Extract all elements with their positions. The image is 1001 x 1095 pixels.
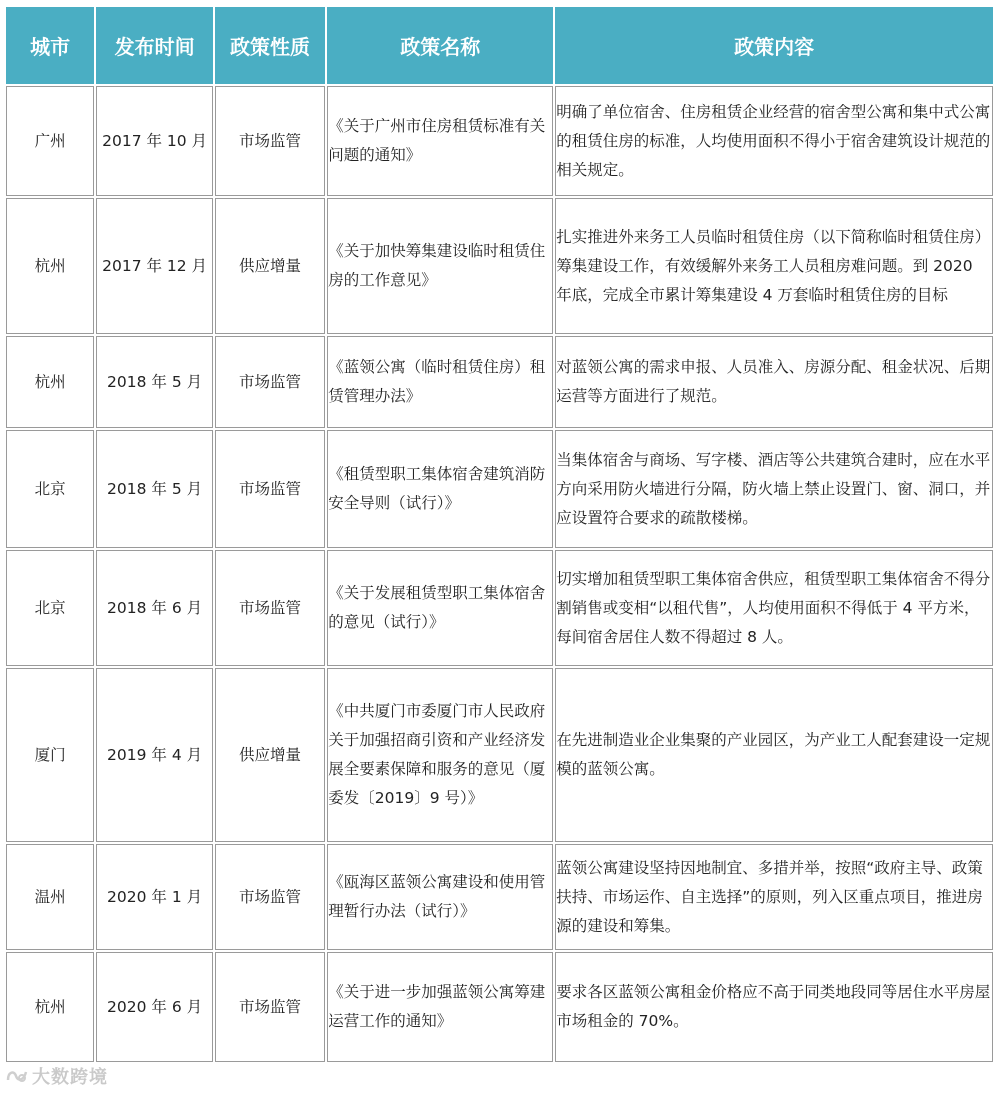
cell-date: 2017 年 12 月 xyxy=(96,198,212,334)
cell-policy-name: 《关于广州市住房租赁标准有关问题的通知》 xyxy=(327,86,553,196)
cell-type: 市场监管 xyxy=(215,86,325,196)
cell-date: 2018 年 6 月 xyxy=(96,550,212,666)
cell-policy-content: 扎实推进外来务工人员临时租赁住房（以下简称临时租赁住房）筹集建设工作，有效缓解外来务工人员租房难问题。到 2020 年底，完成全市累计筹集建设 4 万套临时租赁住房的目标 xyxy=(555,198,993,334)
cell-city: 厦门 xyxy=(6,668,94,842)
cell-policy-content: 明确了单位宿舍、住房租赁企业经营的宿舍型公寓和集中式公寓的租赁住房的标准，人均使用面积不得小于宿舍建筑设计规范的相关规定。 xyxy=(555,86,993,196)
cell-policy-name: 《关于进一步加强蓝领公寓筹建运营工作的通知》 xyxy=(327,952,553,1062)
watermark-text: 大数跨境 xyxy=(32,1067,108,1088)
cell-city: 广州 xyxy=(6,86,94,196)
table-row xyxy=(6,198,993,334)
policy-table xyxy=(4,5,995,1064)
cell-date: 2018 年 5 月 xyxy=(96,430,212,548)
cell-policy-content: 要求各区蓝领公寓租金价格应不高于同类地段同等居住水平房屋市场租金的 70%。 xyxy=(555,952,993,1062)
cell-city: 杭州 xyxy=(6,198,94,334)
table-row xyxy=(6,844,993,950)
cell-type: 市场监管 xyxy=(215,430,325,548)
header-content: 政策内容 xyxy=(555,7,993,84)
cell-policy-content: 当集体宿舍与商场、写字楼、酒店等公共建筑合建时，应在水平方向采用防火墙进行分隔，防火墙上禁止设置门、窗、洞口，并应设置符合要求的疏散楼梯。 xyxy=(555,430,993,548)
cell-city: 杭州 xyxy=(6,336,94,428)
header-city: 城市 xyxy=(6,7,94,84)
cell-policy-name: 《关于发展租赁型职工集体宿舍的意见（试行）》 xyxy=(327,550,553,666)
cell-date: 2018 年 5 月 xyxy=(96,336,212,428)
cell-date: 2017 年 10 月 xyxy=(96,86,212,196)
header-date: 发布时间 xyxy=(96,7,212,84)
cell-type: 市场监管 xyxy=(215,336,325,428)
cell-city: 温州 xyxy=(6,844,94,950)
table-row xyxy=(6,668,993,842)
cell-policy-content: 在先进制造业企业集聚的产业园区，为产业工人配套建设一定规模的蓝领公寓。 xyxy=(555,668,993,842)
cell-policy-content: 蓝领公寓建设坚持因地制宜、多措并举，按照“政府主导、政策扶持、市场运作、自主选择”的原则，列入区重点项目，推进房源的建设和筹集。 xyxy=(555,844,993,950)
cell-date: 2020 年 1 月 xyxy=(96,844,212,950)
cell-city: 北京 xyxy=(6,550,94,666)
cell-type: 市场监管 xyxy=(215,550,325,666)
cell-policy-name: 《租赁型职工集体宿舍建筑消防安全导则（试行）》 xyxy=(327,430,553,548)
header-name: 政策名称 xyxy=(327,7,553,84)
brand-logo-icon xyxy=(6,1068,28,1084)
watermark xyxy=(6,1063,108,1089)
cell-policy-name: 《关于加快筹集建设临时租赁住房的工作意见》 xyxy=(327,198,553,334)
cell-city: 北京 xyxy=(6,430,94,548)
table-header-row xyxy=(6,7,993,84)
cell-policy-content: 对蓝领公寓的需求申报、人员准入、房源分配、租金状况、后期运营等方面进行了规范。 xyxy=(555,336,993,428)
cell-city: 杭州 xyxy=(6,952,94,1062)
cell-type: 供应增量 xyxy=(215,198,325,334)
cell-date: 2019 年 4 月 xyxy=(96,668,212,842)
cell-policy-content: 切实增加租赁型职工集体宿舍供应，租赁型职工集体宿舍不得分割销售或变相“以租代售”，人均使用面积不得低于 4 平方米，每间宿舍居住人数不得超过 8 人。 xyxy=(555,550,993,666)
cell-policy-name: 《中共厦门市委厦门市人民政府关于加强招商引资和产业经济发展全要素保障和服务的意见（厦委发〔2019〕9 号）》 xyxy=(327,668,553,842)
table-row xyxy=(6,952,993,1062)
table-row xyxy=(6,336,993,428)
cell-type: 供应增量 xyxy=(215,668,325,842)
header-type: 政策性质 xyxy=(215,7,325,84)
cell-date: 2020 年 6 月 xyxy=(96,952,212,1062)
cell-policy-name: 《蓝领公寓（临时租赁住房）租赁管理办法》 xyxy=(327,336,553,428)
cell-type: 市场监管 xyxy=(215,952,325,1062)
cell-type: 市场监管 xyxy=(215,844,325,950)
table-row xyxy=(6,550,993,666)
table-row xyxy=(6,430,993,548)
table-row xyxy=(6,86,993,196)
cell-policy-name: 《瓯海区蓝领公寓建设和使用管理暂行办法（试行）》 xyxy=(327,844,553,950)
